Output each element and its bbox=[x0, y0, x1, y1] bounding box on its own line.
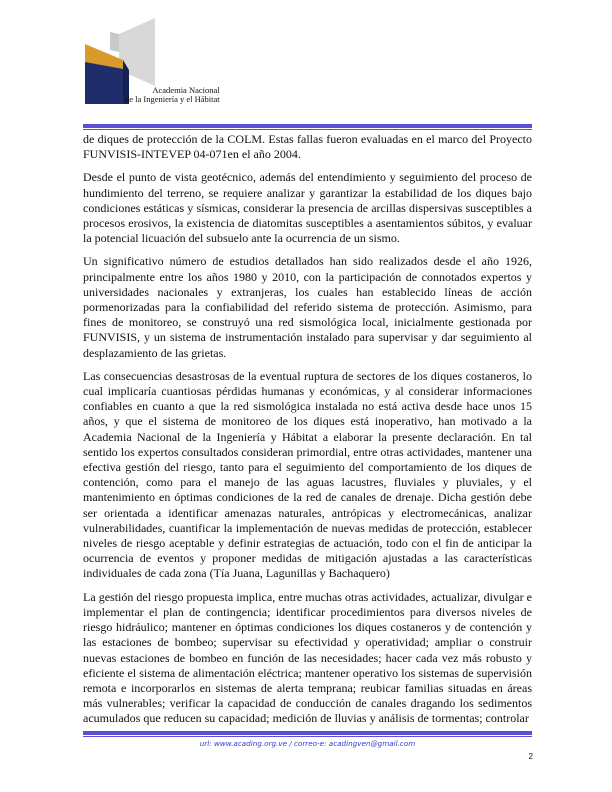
footer-rule bbox=[83, 731, 532, 735]
header-rule-thin bbox=[83, 129, 532, 130]
logo-wordmark bbox=[125, 86, 220, 104]
paragraph-2: Desde el punto de vista geotécnico, además del entendimiento y seguimiento del proceso de hundimiento del terreno, se requiere analizar y garantizar la estabilidad de los diques bajo condiciones estáticas y sísmicas, considerar la presencia de arcillas dispersivas susceptibles a procesos erosivos, la existencia de diatomitas susceptibles a asentamientos súbitos, y evaluar la potencial licuación del subsuelo ante la ocurrencia de un sismo. bbox=[83, 170, 532, 246]
header-rule bbox=[83, 124, 532, 128]
paragraph-1: de diques de protección de la COLM. Estas fallas fueron evaluadas en el marco del Proyecto FUNVISIS-INTEVEP 04-071en el año 2004. bbox=[83, 132, 532, 162]
footer-rule-thin bbox=[83, 736, 532, 737]
paragraph-5: La gestión del riesgo propuesta implica, entre muchas otras actividades, actualizar, divulgar e implementar el plan de contingencia; identificar procedimientos para diversos niveles de riesgo hidráulico; mantener en óptimas condiciones los diques costaneros y de contención y las estaciones de bombeo; supervisar su efectividad y operatividad; ampliar o construir nuevas estaciones de bombeo en función de las necesidades; hacer cada vez más robusto y eficiente el sistema de alimentación eléctrica; mantener operativo los sistemas de supervisión remota e incorporarlos en sistemas de alerta temprana; reubicar familias situadas en áreas más vulnerables; verificar la capacidad de conducción de canales dragando los sedimentos acumulados que reducen su capacidad; medición de lluvias y análisis de tormentas; controlar bbox=[83, 589, 532, 726]
logo-line-2: de la Ingeniería y el Hábitat bbox=[125, 94, 220, 104]
paragraph-3: Un significativo número de estudios detallados han sido realizados desde el año 1926, principalmente entre los años 1980 y 2010, con la participación de connotados expertos y universidades nacionales y extranjeras, los cuales han establecido líneas de acción pormenorizadas para la confiabilidad del referido sistema de protección. Asimismo, para fines de monitoreo, se construyó una red sismológica local, inicialmente gestionada por FUNVISIS, y un sistema de instrumentación instalado para supervisar y dar seguimiento al desplazamiento de las grietas. bbox=[83, 254, 532, 360]
document-body bbox=[83, 132, 532, 735]
footer-contact: url: www.acading.org.ve / correo-e: acadingven@gmail.com bbox=[199, 739, 416, 748]
page-number: 2 bbox=[528, 752, 533, 761]
paragraph-4: Las consecuencias desastrosas de la eventual ruptura de sectores de los diques costaneros, lo cual implicaría cuantiosas pérdidas humanas y económicas, y al considerar informaciones confiables en cuanto a que la red sismológica instalada no está activa desde hace unos 15 años, y que el sistema de monitoreo de los diques está inoperativo, han motivado a la Academia Nacional de la Ingeniería y Hábitat a elaborar la presente declaración. En tal sentido los expertos consultados consideran primordial, entre otras actividades, mantener una efectiva gestión del riesgo, tanto para el seguimiento del comportamiento de los diques de contención, como para el manejo de las aguas lacustres, fluviales y pluviales, y el mantenimiento en óptimas condiciones de la red de canales de drenaje. Dicha gestión debe ser orientada a identificar amenazas naturales, antrópicas y electromecánicas, analizar vulnerabilidades, cuantificar la implementación de nuevas medidas de protección, establecer niveles de riesgo aceptable y definir estrategias de actuación, todo con el fin de anticipar la ocurrencia de eventos y proponer medidas de mitigación ajustadas a las características individuales de cada zona (Tía Juana, Lagunillas y Bachaquero) bbox=[83, 368, 532, 581]
logo-line-1: Academia Nacional bbox=[152, 85, 220, 95]
